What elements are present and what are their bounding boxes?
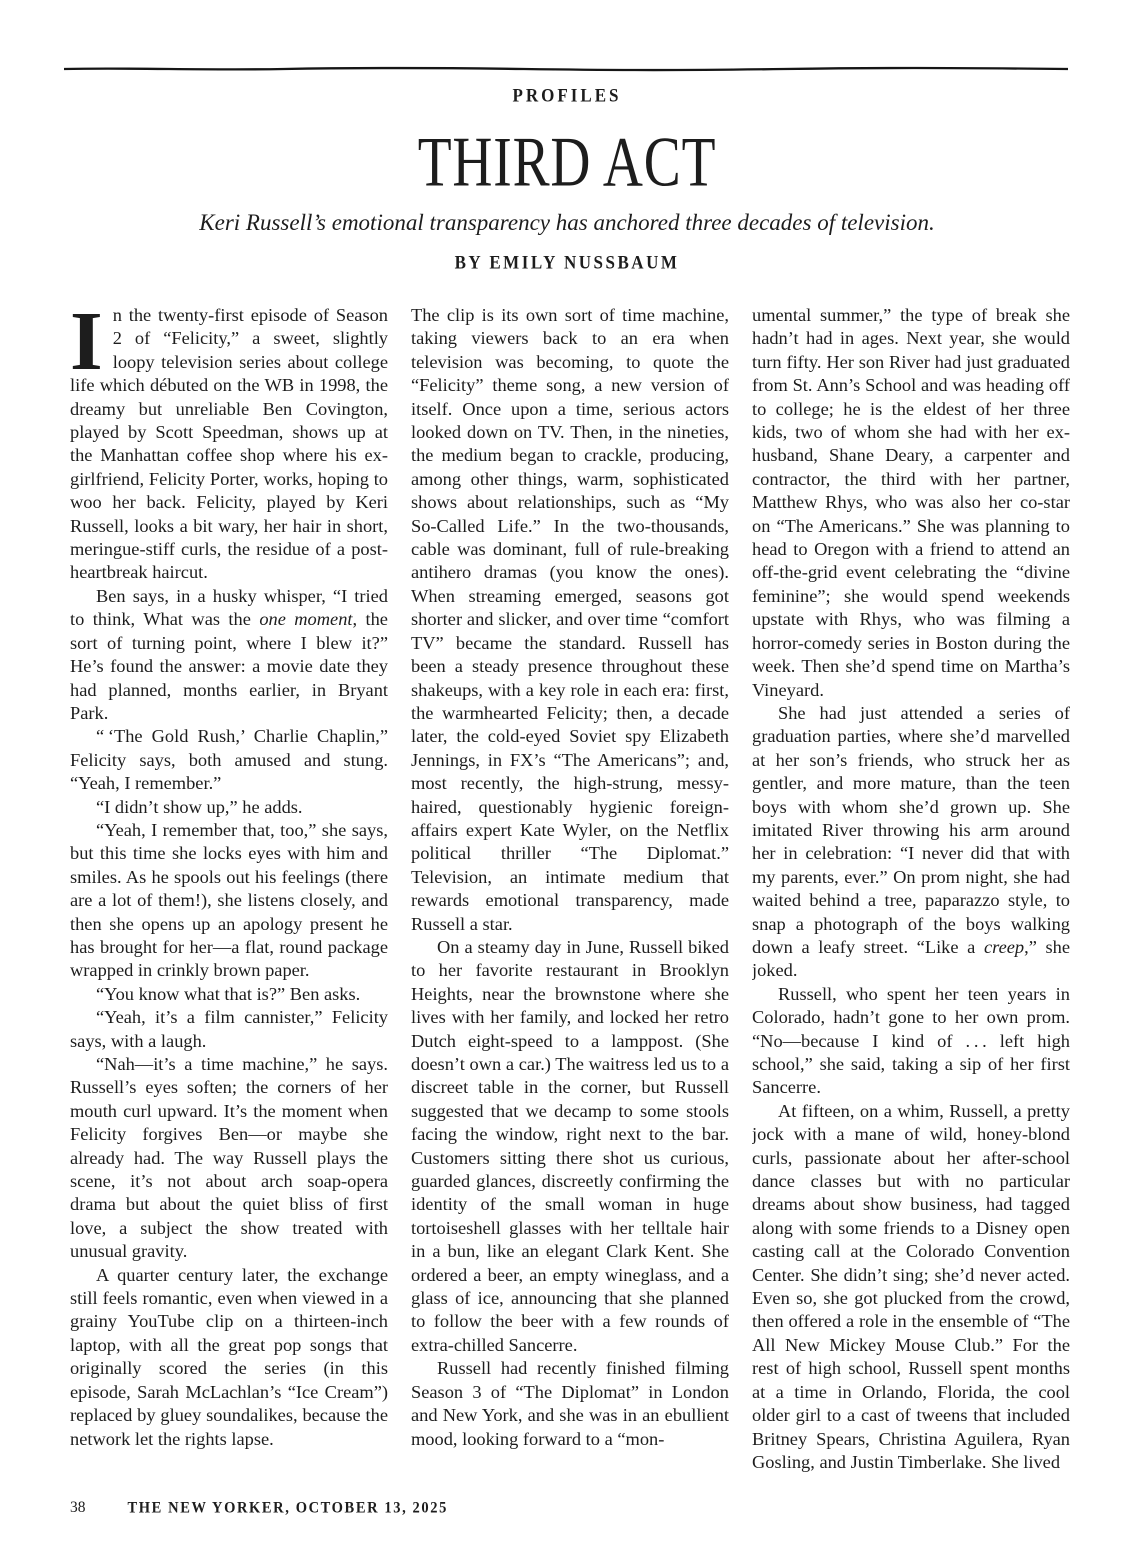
article-title: THIRD ACT [417,123,717,202]
body-text: , the sort of turning point, where I blew it?” He’s found the answer: a movie date they had planned, months earlier, in Bryant Park. [70,609,388,723]
paragraph [70,1264,388,1451]
paragraph [411,1357,729,1451]
section-kicker: PROFILES [512,84,622,107]
paragraph [752,304,1070,702]
paragraph [411,936,729,1357]
body-text: “You know what that is?” Ben asks. [96,983,361,1004]
paragraph [70,1006,388,1053]
body-text: At fifteen, on a whim, Russell, a pretty jock with a mane of wild, honey-blond curls, passionate about her after-school dance classes but with no particular dreams about show business, had tagged along with some friends to a Disney open casting call at the Colorado Convention Center. She didn’t sing; she’d never acted. Even so, she got plucked from the crowd, then offered a role in the ensemble of “The All New Mickey Mouse Club.” For the rest of high school, Russell spent months at a time in Orlando, Florida, the cool older girl to a cast of tweens that included Britney Spears, Christina Aguilera, Ryan Gosling, and Justin Timberlake. She lived [752,1100,1070,1472]
italic-text: one moment [259,609,353,630]
byline: BY EMILY NUSSBAUM [454,252,680,273]
paragraph [411,304,729,936]
body-text: umental summer,” the type of break she hadn’t had in ages. Next year, she would turn fifty. Her son River had just graduated from St. Ann’s School and was heading off to college; he is the eldest of her three kids, two of whom she had with her ex-husband, Shane Deary, a carpenter and contractor, the third with her partner, Matthew Rhys, who was also her co-star on “The Americans.” She was planning to head to Oregon with a friend to attend an off-the-grid event celebrating the “divine feminine”; she would spend weekends upstate with Rhys, who was filming a horror-comedy series in Boston during the week. Then she’d spend time on Martha’s Vineyard. [752,305,1070,700]
body-text: A quarter century later, the exchange still feels romantic, even when viewed in a grainy YouTube clip on a thirteen-inch laptop, with all the great pop songs that originally scored the series (in this episode, Sarah McLachlan’s “Ice Cream”) replaced by gluey soundalikes, because the network let the rights lapse. [70,1264,388,1449]
italic-text: creep [983,936,1025,957]
paragraph [70,983,388,1006]
body-text: “I didn’t show up,” he adds. [96,796,303,817]
magazine-name-date: THE NEW YORKER, OCTOBER 13, 2025 [127,1499,448,1517]
paragraph [752,983,1070,1100]
body-text: On a steamy day in June, Russell biked to her favorite restaurant in Brooklyn Heights, near the brownstone where she lives with her family, and locked her retro Dutch eight-speed to a lamppost. (She doesn’t own a car.) The waitress led us to a discreet table in the corner, but Russell suggested that we decamp to some stools facing the window, right next to the bar. Customers sitting there shot us curious, guarded glances, discreetly confirming the identity of the small woman in huge tortoiseshell glasses with her telltale hair in a bun, like an elegant Clark Kent. She ordered a beer, an empty wineglass, and a glass of ice, announcing that she planned to follow the beer with a few rounds of extra-chilled Sancerre. [411,936,729,1355]
paragraph [70,819,388,983]
paragraph [752,1100,1070,1475]
article-column-1 [70,304,388,1496]
drop-cap: I [70,304,103,388]
body-text: She had just attended a series of graduation parties, where she’d marvelled at her son’s friends, who struck her as gentler, and more mature, than the teen boys with whom she’d grown up. She imitated River throwing his arm around her in celebration: “I never did that with my parents, ever.” On prom night, she had waited behind a tree, paparazzo style, to snap a photograph of the boys walking down a leafy street. “Like a [752,702,1070,957]
body-text: Ben says, in a husky whisper, “I tried to think, What was the [70,585,388,630]
article-subtitle: Keri Russell’s emotional transparency has anchored three decades of television. [199,210,935,235]
body-text: “Nah—it’s a time machine,” he says. Russell’s eyes soften; the corners of her mouth curl upward. It’s the moment when Felicity forgives Ben—or maybe she already had. The way Russell plays the scene, it’s not about arch soap-opera drama but about the quiet bliss of first love, a subject the show treated with unusual gravity. [70,1054,388,1262]
body-text: The clip is its own sort of time machine, taking viewers back to an era when television was becoming, to quote the “Felicity” theme song, a new version of itself. Once upon a time, serious actors looked down on TV. Then, in the nineties, the medium began to crackle, producing, among other things, warm, sophisticated shows about relationships, such as “My So-Called Life.” In the two-thousands, cable was dominant, full of rule-breaking antihero dramas (you know the ones). When streaming emerged, seasons got shorter and slicker, and over time “comfort TV” became the standard. Russell has been a steady presence throughout these shakeups, with a key role in each era: first, the warmhearted Felicity; then, a decade later, the cold-eyed Soviet spy Elizabeth Jennings, in FX’s “The Americans”; and, most recently, the high-strung, messy-haired, questionably hygienic foreign-affairs expert Kate Wyler, on the Netflix political thriller “The Diplomat.” Television, an intimate medium that rewards emotional transparency, made Russell a star. [411,305,729,934]
page-footer [70,1499,1070,1517]
body-text: n the twenty-first episode of Season 2 of “Felicity,” a sweet, slightly loopy television series about college life which débuted on the WB in 1998, the dreamy but unreliable Ben Covington, played by Scott Speedman, shows up at the Manhattan coffee shop where his ex-girlfriend, Felicity Porter, works, hoping to woo her back. Felicity, played by Keri Russell, looks a bit wary, her hair in short, meringue-stiff curls, the residue of a post-heartbreak haircut. [70,305,388,583]
body-text: Russell had recently finished filming Season 3 of “The Diplomat” in London and New York, and she was in an ebullient mood, looking forward to a “mon- [411,1358,729,1449]
paragraph [70,585,388,725]
body-text: “ ‘The Gold Rush,’ Charlie Chaplin,” Felicity says, both amused and stung. “Yeah, I remember.” [70,726,388,794]
article-column-3 [752,304,1070,1496]
body-text: ,” she joked. [752,936,1070,981]
top-rule [64,66,1068,72]
paragraph [70,304,388,585]
page-number: 38 [70,1499,86,1516]
paragraph [752,702,1070,983]
article-column-2 [411,304,729,1496]
article-columns [70,304,1070,1496]
body-text: Russell, who spent her teen years in Colorado, hadn’t gone to her own prom. “No—because I kind of . . . left high school,” she said, taking a sip of her first Sancerre. [752,983,1070,1098]
body-text: “Yeah, it’s a film cannister,” Felicity says, with a laugh. [70,1007,388,1051]
body-text: “Yeah, I remember that, too,” she says, but this time she locks eyes with him and smiles. As he spools out his feelings (there are a lot of them!), she listens closely, and then she opens up an apology present he has brought for her—a flat, round package wrapped in crinkly brown paper. [70,819,388,981]
paragraph [70,796,388,819]
paragraph [70,725,388,795]
paragraph [70,1053,388,1264]
